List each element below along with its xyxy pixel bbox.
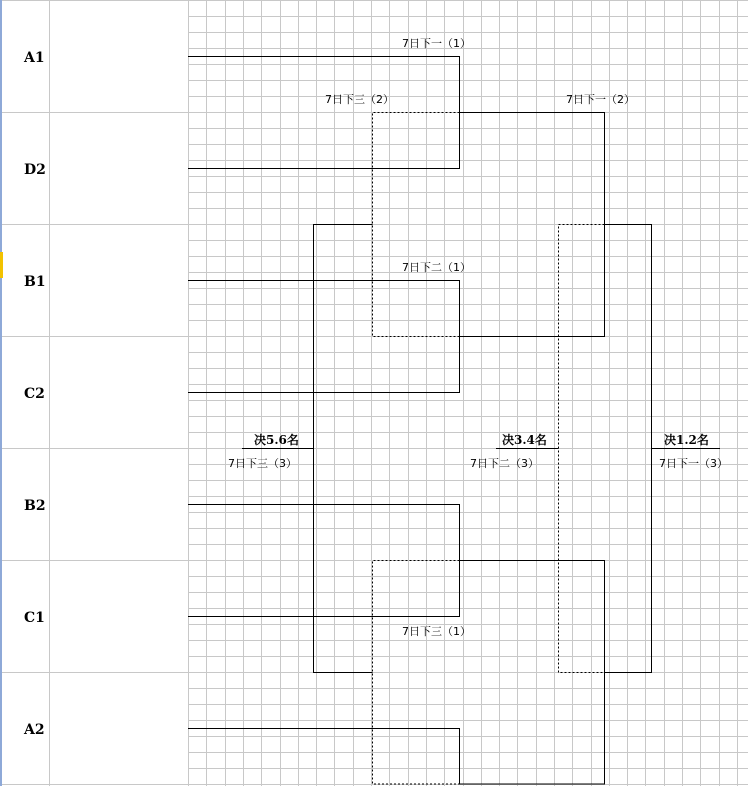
bracket-a2-line xyxy=(188,729,460,785)
team-label-d2: D2 xyxy=(24,162,46,178)
final-label-3-4: 决3.4名 xyxy=(502,433,547,447)
bracket-final-56-line xyxy=(314,225,373,673)
bracket-final-34-dashed xyxy=(559,225,605,673)
team-label-a1: A1 xyxy=(24,50,45,66)
final-label-5-6: 决5.6名 xyxy=(254,433,299,447)
match-label-2: 7日下三（2） xyxy=(325,93,394,106)
bracket-final-12-line xyxy=(605,225,652,673)
match-label-4: 7日下二（1） xyxy=(402,261,471,274)
match-label-3: 7日下一（2） xyxy=(566,93,635,106)
match-label-5: 7日下三（3） xyxy=(228,457,297,470)
match-label-6: 7日下二（3） xyxy=(470,457,539,470)
bracket-match-lower-dashed xyxy=(373,561,460,785)
bracket-match-b-line xyxy=(460,561,605,785)
team-label-c2: C2 xyxy=(24,386,45,402)
team-label-b2: B2 xyxy=(24,498,46,514)
final-label-1-2: 决1.2名 xyxy=(664,433,709,447)
match-label-1: 7日下一（1） xyxy=(402,37,471,50)
match-label-8: 7日下三（1） xyxy=(402,625,471,638)
team-label-c1: C1 xyxy=(24,610,45,626)
team-label-a2: A2 xyxy=(24,722,45,738)
match-label-7: 7日下一（3） xyxy=(659,457,728,470)
team-label-b1: B1 xyxy=(24,274,46,290)
bracket-match-2-dashed xyxy=(373,113,460,337)
